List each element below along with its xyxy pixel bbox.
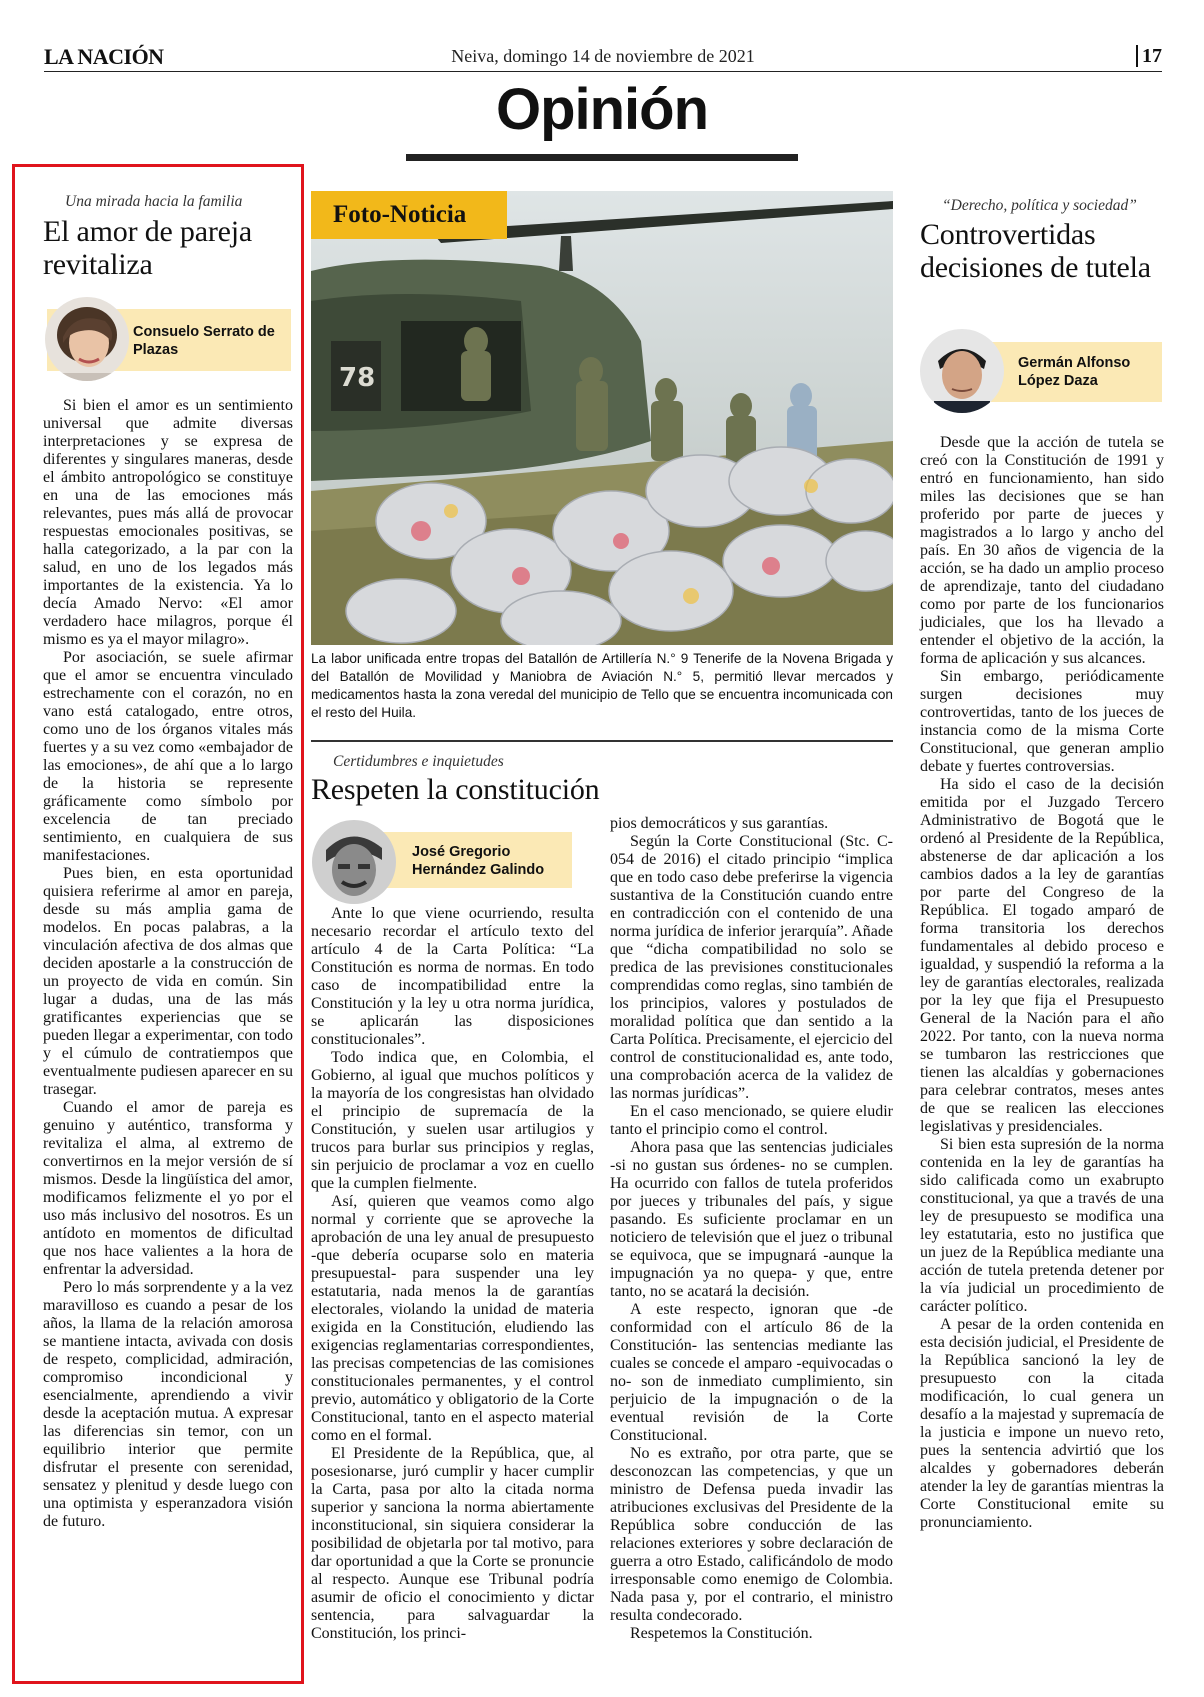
article-kicker: “Derecho, política y sociedad” (942, 197, 1137, 214)
author-avatar (45, 297, 129, 381)
paragraph: Sin embargo, periódicamente surgen decisiones muy controvertidas, tanto de los jueces de instancia como de la misma Corte Constitucional, que generan amplio debate y fuertes controversias. (920, 668, 1164, 775)
paragraph: Pues bien, en esta oportunidad quisiera referirme al amor en pareja, desde su más amplia gama de modelos. En pocas palabras, a la vinculación afectiva de dos almas que deciden apostarle a la construcción de un proyecto de vida en común. Sin lugar a dudas, una de las más gratificantes experiencias que se pueden llegar a experimentar, con todo y el cúmulo de contratiempos que eventualmente pudiesen aparecer en su trasegar. (43, 865, 293, 1098)
dateline: Neiva, domingo 14 de noviembre de 2021 (451, 46, 755, 66)
paragraph: Pero lo más sorprendente y a la vez maravilloso es cuando a pesar de los años, la llama de la relación amorosa se mantiene intacta, avivada con dosis de respeto, complicidad, admiración, compromiso incondicional y esencialmente, aprendiendo a vivir desde la aceptación mutua. A expresar las diferencias sin temor, con un equilibrio interior que permite disfrutar el presente con serenidad, sensatez y plenitud y desde luego con una optimista y esperanzadora visión de futuro. (43, 1279, 293, 1530)
photo-caption: La labor unificada entre tropas del Batallón de Artillería N.° 9 Tenerife de la Novena Brigada y del Batallón de Movilidad y Maniobra de Aviación N.° 5, permitió llevar mercados y medicamentos hasta la zona veredal del municipio de Tello que se encuentra incomunicada con el resto del Huila. (311, 651, 893, 720)
paragraph: pios democráticos y sus garantías. (610, 815, 829, 832)
paragraph: Si bien el amor es un sentimiento universal que admite diversas interpretaciones y se expresa de diferentes y singulares maneras, desde el ámbito antropológico se constituye en una de las emociones más relevantes, pues más allá de provocar respuestas emocionales positivas, se halla categorizado, a la par con la salud, en uno de los legados más importantes de la existencia. Ya lo decía Amado Nervo: «El amor verdadero hace milagros, porque él mismo es ya el mayor milagro». (43, 397, 293, 648)
paragraph: Así, quieren que veamos como algo normal y corriente que se aproveche la aprobación de una ley anual de presupuesto -que debería ocuparse solo en materia presupuestal- para suspender una ley estatutaria, nada menos la de garantías electorales, violando la unidad de materia exigida en la Constitución, eludiendo las exigencias reglamentarias correspondientes, las precisas competencias de las comisiones constitucionales permanentes, y el control previo, automático y obligatorio de la Corte Constitucional, tanto en el aspecto material como en el formal. (311, 1193, 594, 1444)
section-title-rule (406, 154, 798, 161)
section-title: Opinión (495, 77, 709, 142)
paragraph: Ha sido el caso de la decisión emitida por el Juzgado Tercero Administrativo de Bogotá que le ordenó al Presidente de la República, abstenerse de dar aplicación a los cambios dados a la ley de garantías por parte del Congreso de la República. El togado amparó de forma transitoria los derechos fundamentales al debido proceso e igualdad, y suspendió la reforma a la ley de garantías electorales, realizada por la ley que fija el Presupuesto General de la Nación para el año 2022. Por tanto, con la nueva norma se tumbaron las restricciones que tienen las alcaldías y gobernaciones para celebrar contratos, meses antes de que se realicen las elecciones legislativas y presidenciales. (920, 776, 1164, 1135)
paragraph: No es extraño, por otra parte, que se desconozcan las competencias, y que un ministro de Defensa pueda invadir las atribuciones exclusivas del Presidente de la República sobre conducción de las relaciones exteriores y sobre declaración de guerra a otro Estado, calificándolo de modo irresponsable como enemigo de Colombia. Nada pasa y, por el contrario, el ministro resulta condecorado. (610, 1445, 893, 1624)
paragraph: El Presidente de la República, que, al posesionarse, juró cumplir y hacer cumplir la Carta, pasa por alto la citada norma superior y sanciona la norma abiertamente inconstitucional, sin siquiera considerar la posibilidad de objetarla por tal motivo, para dar oportunidad a que la Corte se pronuncie al respecto. Aunque ese Tribunal podría asumir de oficio el conocimiento y dictar sentencia, para salvaguardar la Constitución, los princi- (311, 1445, 594, 1642)
paragraph: Todo indica que, en Colombia, el Gobierno, al igual que muchos políticos y la mayoría de los congresistas han olvidado el principio de supremacía de la Constitución, y suelen usar artilugios y trucos para burlar sus principios y reglas, sin perjuicio de proclamar a voz en cuello que la cumplen fielmente. (311, 1049, 594, 1192)
author-byline: Consuelo Serrato de Plazas (47, 309, 291, 371)
author-avatar (920, 329, 1004, 413)
paragraph: Si bien esta supresión de la norma contenida en la ley de garantías ha sido calificada como un exabrupto constitucional, ya que a través de una ley de presupuesto se modifica una ley estatutaria, esto no justifica que un juez de la República mediante una acción de tutela pretenda detener por la vía judicial un procedimiento de carácter político. (920, 1136, 1164, 1315)
photo-news-tag: Foto-Noticia (311, 191, 507, 239)
article-body (920, 434, 1164, 1532)
tail-number: 78 (339, 363, 376, 393)
article-body (43, 397, 293, 1531)
paragraph: Ante lo que viene ocurriendo, resulta necesario recordar el artículo texto del artículo 4 de la Carta Política: “La Constitución es norma de normas. En todo caso de incompatibilidad entre la Constitución y la ley u otra norma jurídica, se aplicarán las disposiciones constitucionales”. (311, 905, 594, 1048)
article-headline: Controvertidas decisiones de tutela (920, 218, 1151, 284)
page-number: 17 (1142, 45, 1162, 67)
article-kicker: Una mirada hacia la familia (65, 193, 243, 210)
article-headline: El amor de pareja revitaliza (43, 215, 252, 281)
paragraph: Ahora pasa que las sentencias judiciales -si no gustan sus órdenes- no se cumplen. Ha ocurrido con fallos de tutela proferidos por jueces y tribunales del país, y sigue pasando. Es suficiente proclamar en un noticiero de televisión que el juez o tribunal se equivoca, que se impugnará -aunque la impugnación ya no quepa- y que, entre tanto, no se acatará la decisión. (610, 1139, 893, 1300)
article-body-column-2 (610, 815, 893, 1643)
newspaper-logo: LA NACIÓN (44, 44, 164, 69)
paragraph: Desde que la acción de tutela se creó con la Constitución de 1991 y entró en funcionamiento, han sido miles las decisiones que se han proferido por parte de jueces y magistrados a lo largo y ancho del país. En 30 años de vigencia de la acción, se ha dado un amplio proceso de aprendizaje, tanto del ciudadano como por parte de los funcionarios judiciales, que los ha llevado a entender el objetivo de la acción, la forma de aplicación y sus alcances. (920, 434, 1164, 667)
author-byline: Germán Alfonso López Daza (934, 342, 1162, 402)
masthead (44, 42, 1162, 72)
author-byline: José Gregorio Hernández Galindo (326, 832, 572, 888)
article-headline: Respeten la constitución (311, 773, 600, 806)
article-body-column-1 (311, 905, 594, 1643)
author-avatar (312, 820, 396, 904)
news-photo (311, 191, 893, 645)
paragraph: Según la Corte Constitucional (Stc. C-054 de 2016) el citado principio “implica que en todo caso debe preferirse la vigencia sustantiva de la Constitución cuando entre en contradicción con el contenido de una norma jurídica de inferior jerarquía”. Añade que “dicha compatibilidad no solo se predica de las previsiones constitucionales comprendidas como reglas, sino también de los principios, valores y postulados de moralidad política que dan sentido a la Carta Política. Precisamente, el ejercicio del control de constitucionalidad es, ante todo, una comprobación acerca de la validez de las normas jurídicas”. (610, 833, 893, 1102)
article-kicker: Certidumbres e inquietudes (333, 753, 504, 770)
paragraph: A pesar de la orden contenida en esta decisión judicial, el Presidente de la República sancionó la ley de presupuesto con la citada modificación, lo cual genera un desafío a la majestad y supremacía de la justicia e impone un nuevo reto, pues la sentencia advirtió que los alcaldes y gobernadores deberán atender la ley de garantías mientras la Corte Constitucional emite su pronunciamiento. (920, 1316, 1164, 1531)
paragraph: Cuando el amor de pareja es genuino y auténtico, transforma y revitaliza el alma, al extremo de convertirnos en la mejor versión de sí mismos. Desde la lingüística del amor, modificamos felizmente el yo por el uso más inclusivo del nosotros. Es un antídoto en momentos de dificultad que nos hace valientes a la hora de enfrentar la adversidad. (43, 1099, 293, 1278)
paragraph: A este respecto, ignoran que -de conformidad con el artículo 86 de la Constitución- las sentencias mediante las cuales se concede el amparo -equivocadas o no- son de inmediato cumplimiento, sin perjuicio de la impugnación o de la eventual revisión de la Corte Constitucional. (610, 1301, 893, 1444)
paragraph: Respetemos la Constitución. (630, 1625, 813, 1642)
paragraph: En el caso mencionado, se quiere eludir tanto el principio como el control. (610, 1103, 893, 1138)
highlighted-article-frame[interactable] (12, 164, 304, 1684)
caption-divider (311, 740, 893, 742)
paragraph: Por asociación, se suele afirmar que el amor se encuentra vinculado estrechamente con el corazón, no en vano está catalogado, entre otros, como uno de los órganos vitales más fuertes y a su vez como «embajador de las emociones», de ahí que a lo largo de la historia se represente gráficamente como símbolo por excelencia de tan preciado sentimiento, en cualquiera de sus manifestaciones. (43, 649, 293, 864)
